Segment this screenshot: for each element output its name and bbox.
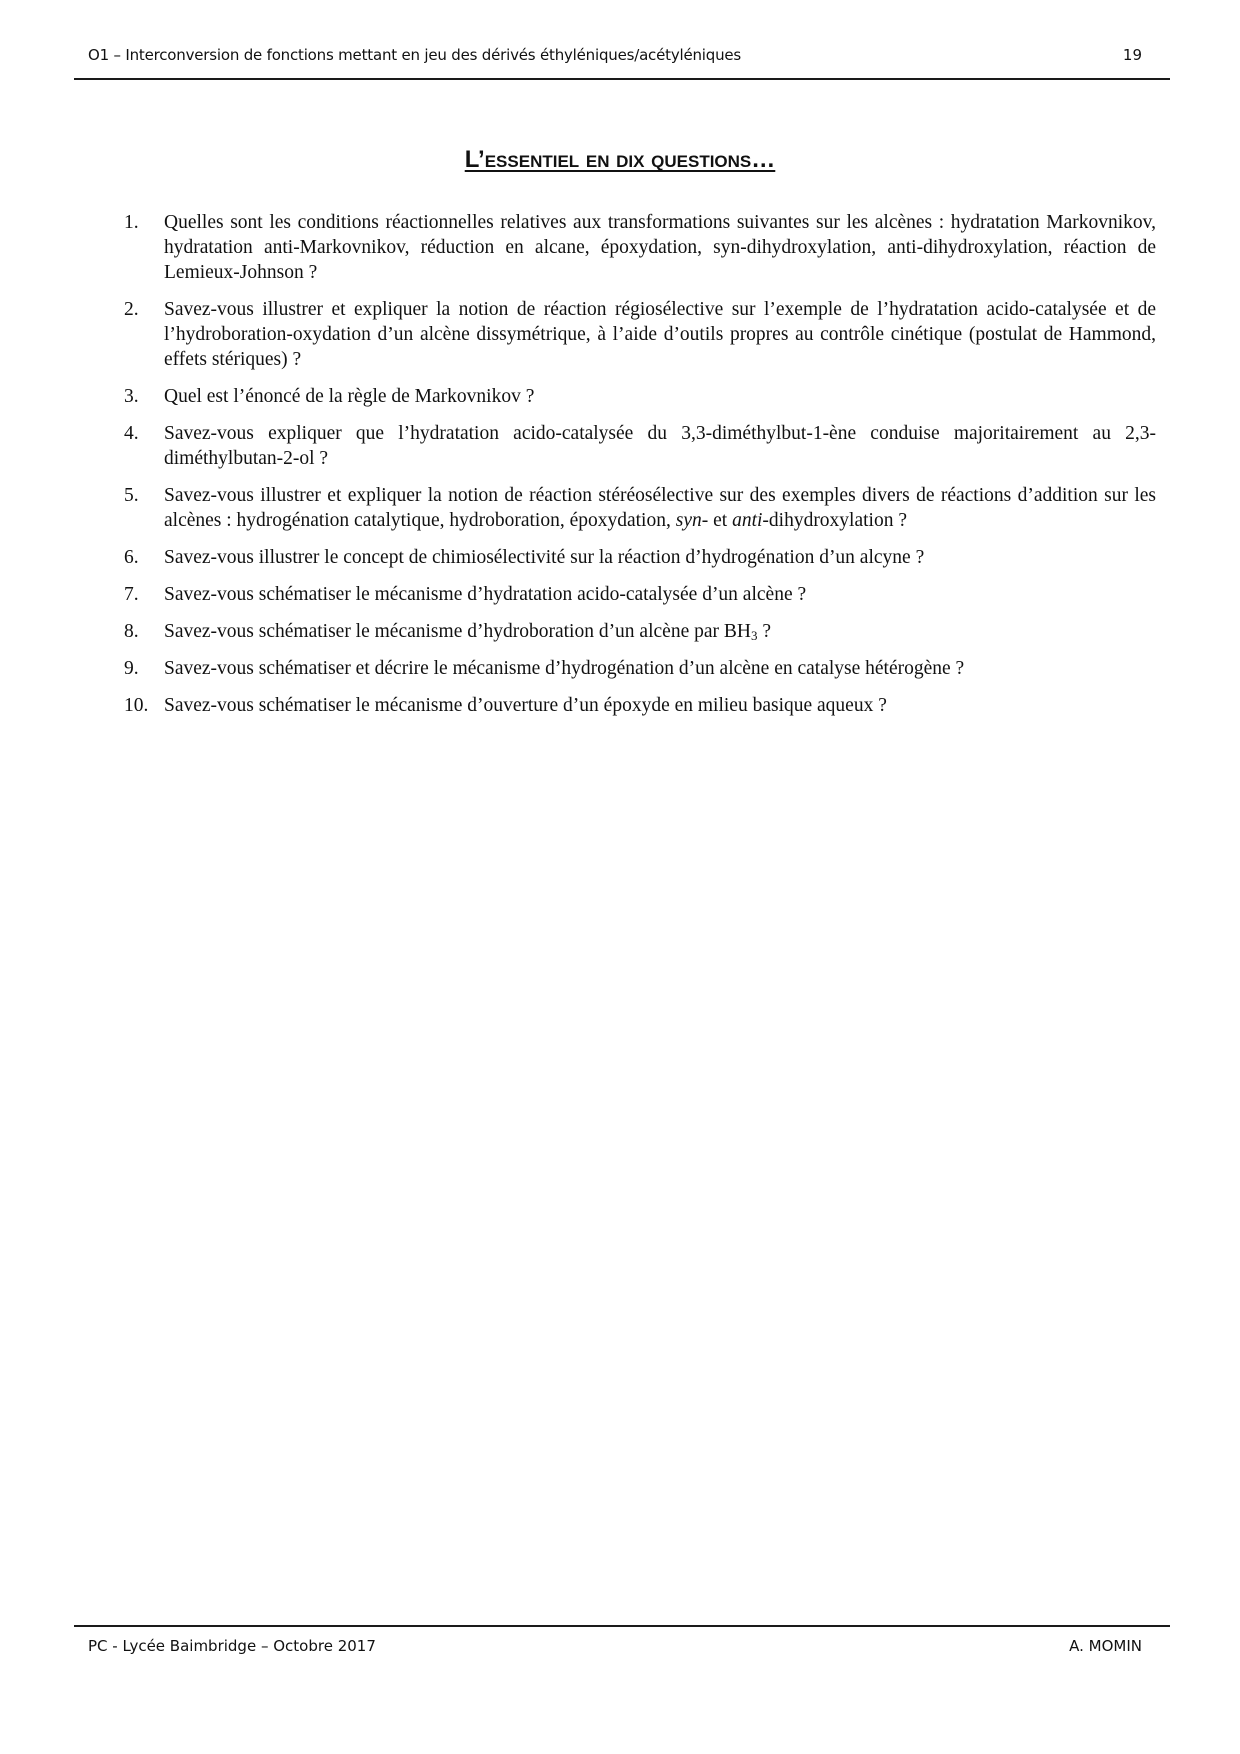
question-item [124,619,1156,644]
page-number: 19 [1122,46,1142,64]
section-title [0,146,1240,174]
question-text: Savez-vous schématiser le mécanisme d’ouverture d’un époxyde en milieu basique aqueux ? [164,695,887,716]
question-number: 9. [124,658,139,679]
question-text: Savez-vous schématiser le mécanisme d’hydratation acido-catalysée d’un alcène ? [164,584,807,605]
subscript-3: 3 [750,628,758,643]
question-text: Quel est l’énoncé de la règle de Markovnikov ? [164,386,535,407]
question-item [124,483,1156,533]
footer-author: A. MOMIN [1069,1637,1142,1655]
question-number: 3. [124,386,139,407]
question-item [124,656,1156,681]
question-number: 4. [124,423,139,444]
question-text-part: Savez-vous illustrer et expliquer la notion de réaction stéréosélective sur des exemples divers de réactions d’addition sur les alcènes : hydrogénation catalytique, hydroboration, époxydation, [164,485,1156,531]
italic-term-anti: anti [732,510,763,531]
question-number: 7. [124,584,139,605]
question-number: 10. [124,695,149,716]
section-title-text: L’essentiel en dix questions… [464,146,776,173]
question-number: 5. [124,485,139,506]
question-number: 8. [124,621,139,642]
question-text-part: -dihydroxylation ? [762,510,907,531]
question-text [164,621,771,642]
question-list [124,210,1156,730]
question-item [124,545,1156,570]
question-text: Savez-vous schématiser et décrire le mécanisme d’hydrogénation d’un alcène en catalyse hétérogène ? [164,658,965,679]
italic-term-syn: syn [675,510,702,531]
question-text: Savez-vous expliquer que l’hydratation acido-catalysée du 3,3-diméthylbut-1-ène conduise majoritairement au 2,3-diméthylbutan-2-ol ? [164,423,1156,469]
page-header [74,42,1170,80]
question-text-part: ? [757,621,771,642]
question-item [124,297,1156,372]
header-title: O1 – Interconversion de fonctions mettant en jeu des dérivés éthyléniques/acétyléniques [88,46,742,64]
question-item [124,210,1156,285]
question-text-part: - et [701,510,733,531]
question-item [124,421,1156,471]
page-footer [74,1625,1170,1663]
question-item [124,582,1156,607]
question-item [124,384,1156,409]
question-number: 2. [124,299,139,320]
question-text-part: Savez-vous schématiser le mécanisme d’hydroboration d’un alcène par BH [164,621,751,642]
question-text [164,485,1156,531]
question-number: 6. [124,547,139,568]
question-text: Quelles sont les conditions réactionnelles relatives aux transformations suivantes sur les alcènes : hydratation Markovnikov, hydratation anti-Markovnikov, réduction en alcane, époxydation, syn-dihydroxylation, anti-dihydroxylation, réaction de Lemieux-Johnson ? [164,212,1156,283]
question-number: 1. [124,212,139,233]
question-text: Savez-vous illustrer le concept de chimiosélectivité sur la réaction d’hydrogénation d’un alcyne ? [164,547,925,568]
question-item [124,693,1156,718]
question-text: Savez-vous illustrer et expliquer la notion de réaction régiosélective sur l’exemple de l’hydratation acido-catalysée et de l’hydroboration-oxydation d’un alcène dissymétrique, à l’aide d’outils propres au contrôle cinétique (postulat de Hammond, effets stériques) ? [164,299,1156,370]
footer-left: PC - Lycée Baimbridge – Octobre 2017 [88,1637,376,1655]
